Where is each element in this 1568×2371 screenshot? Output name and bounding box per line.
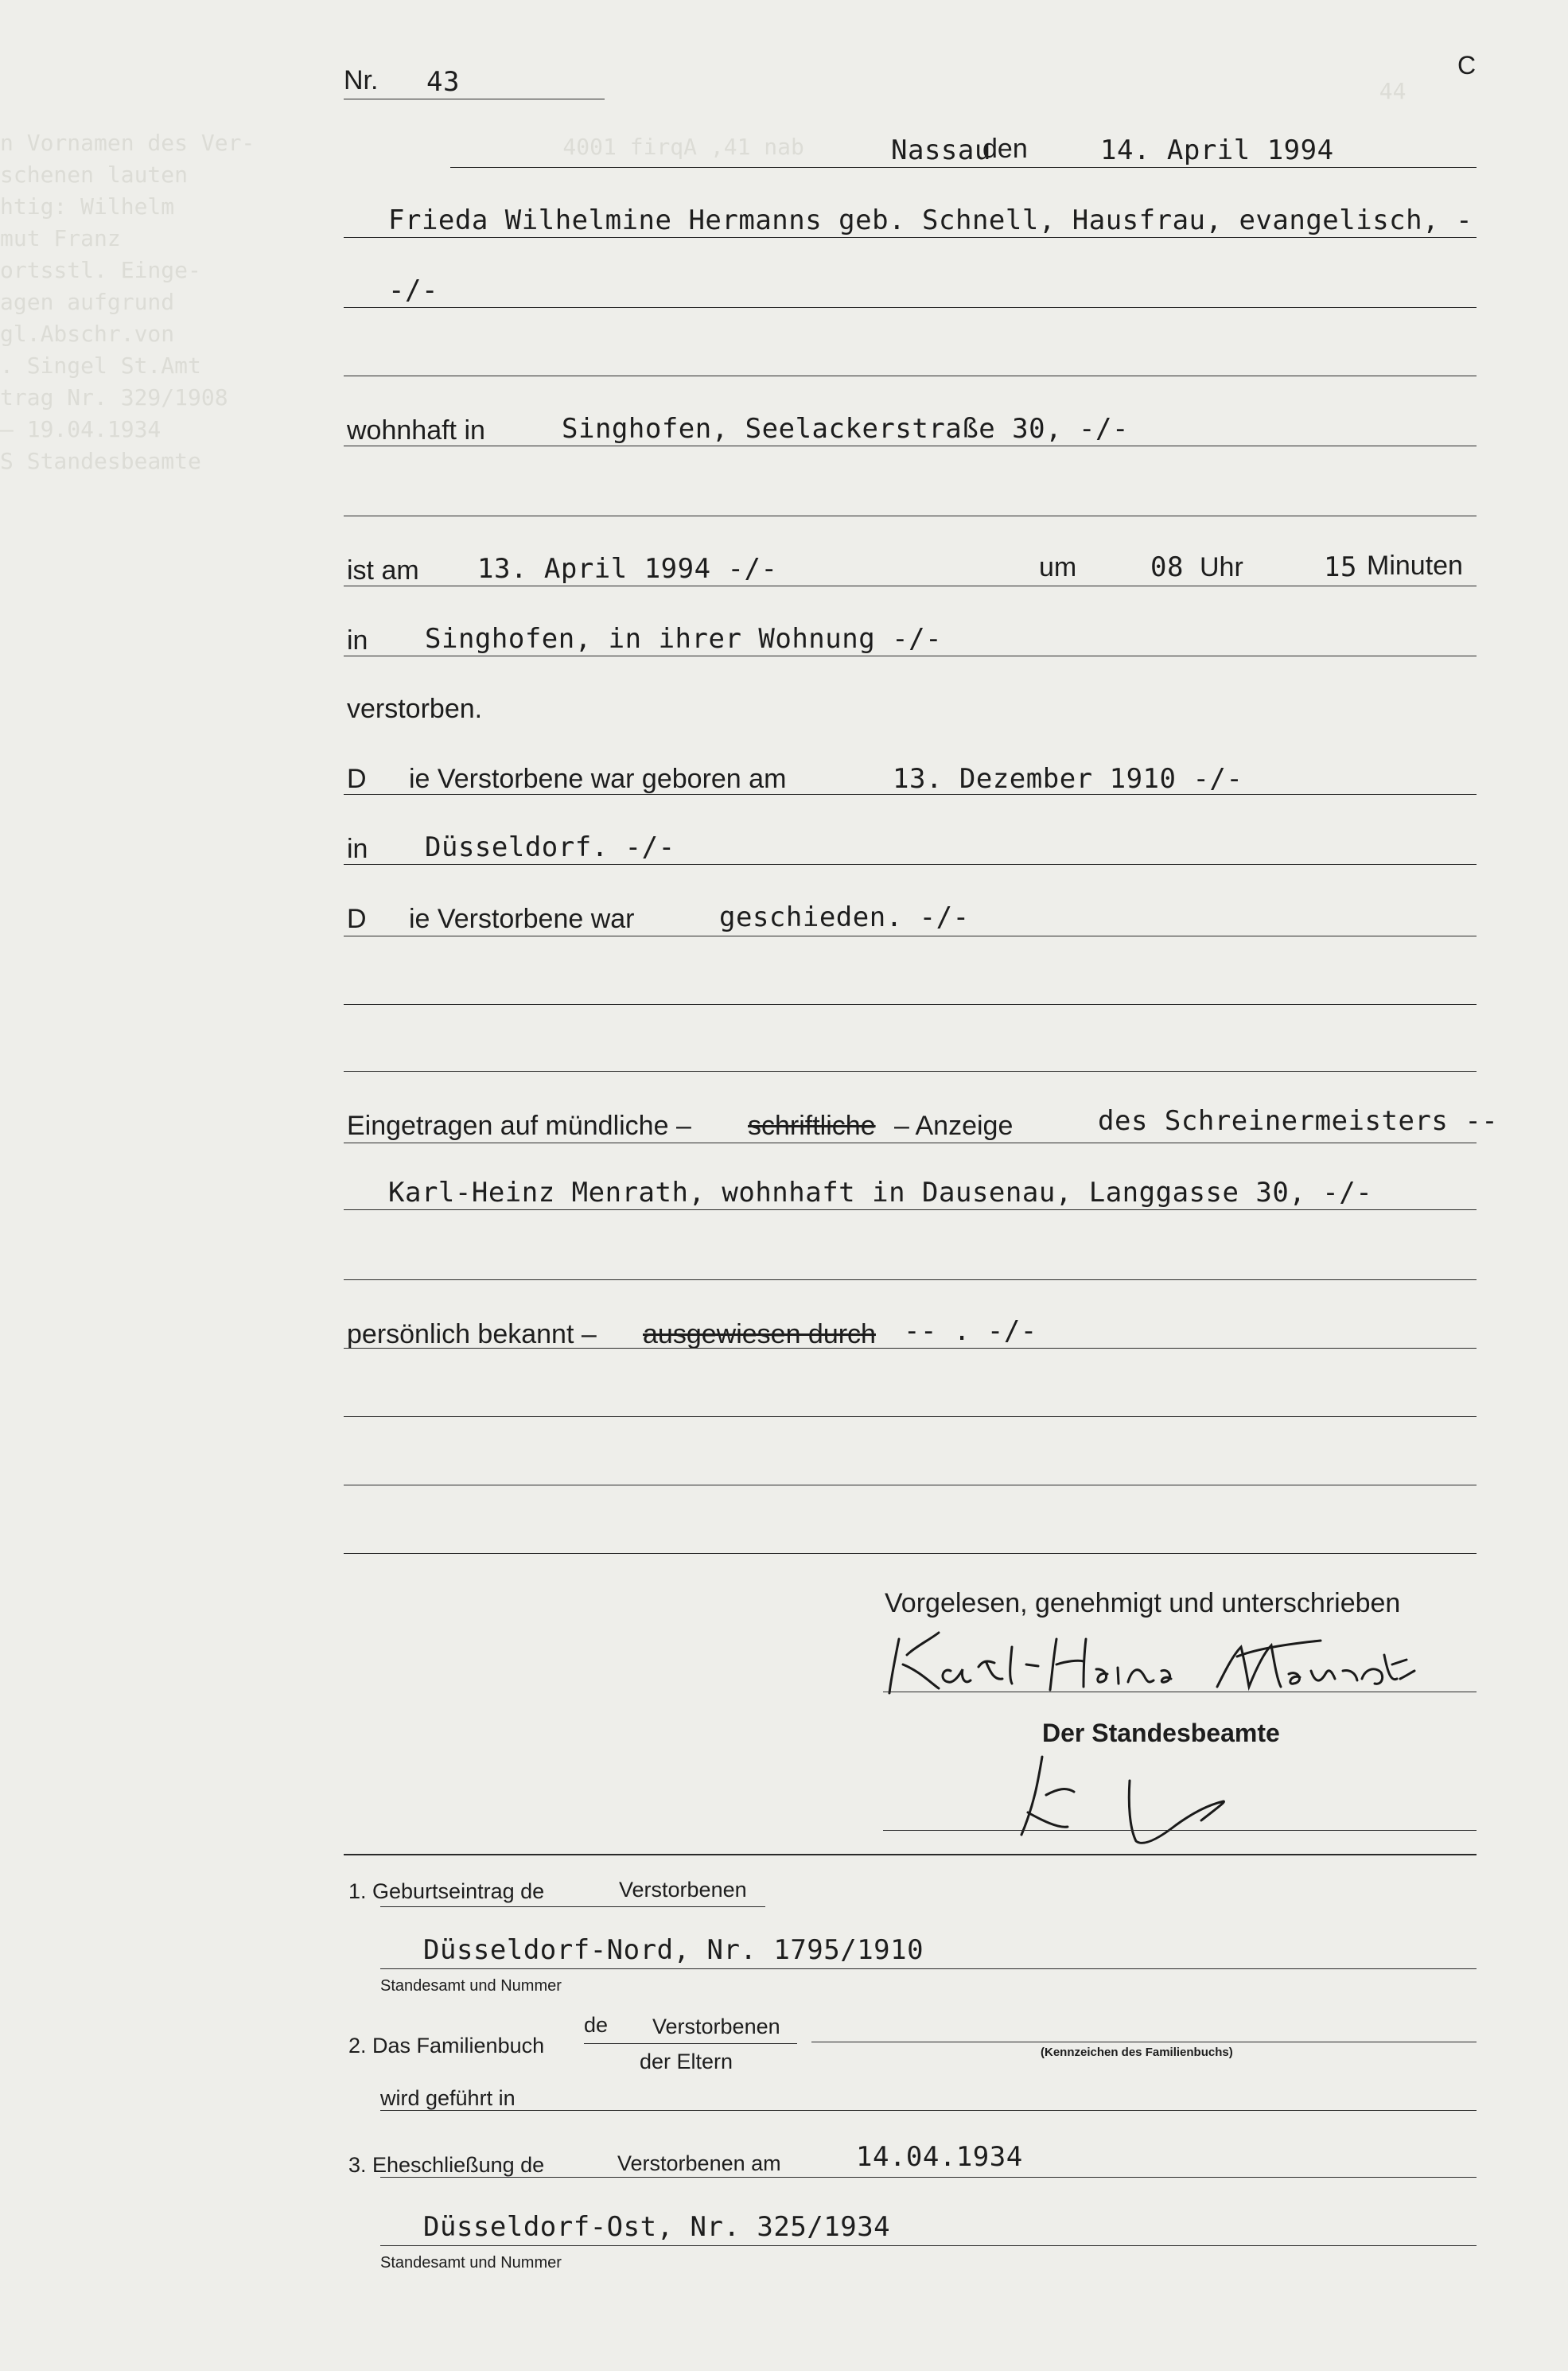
corner-letter: C — [1457, 51, 1477, 80]
death-place-label: in — [347, 625, 368, 656]
blank-rule-8 — [344, 1553, 1477, 1554]
born-prefix: D — [347, 764, 367, 794]
residence-label: wohnhaft in — [347, 415, 485, 446]
minutes-label: Minuten — [1367, 551, 1463, 581]
informant-prefix: des Schreinermeisters -- — [1098, 1105, 1499, 1137]
informant-rule — [344, 1209, 1477, 1210]
registration-label-a: Eingetragen auf mündliche – — [347, 1111, 691, 1141]
informant-signature — [875, 1623, 1416, 1703]
registration-label-struck: schriftliche — [748, 1111, 876, 1141]
informant: Karl-Heinz Menrath, wohnhaft in Dausenau, Langgasse 30, -/- — [388, 1177, 1373, 1209]
birth-place: Düsseldorf. -/- — [425, 831, 675, 863]
marriage-caption: Standesamt und Nummer — [380, 2254, 562, 2272]
family-book-kept-label: wird geführt in — [380, 2086, 516, 2110]
death-date: 13. April 1994 -/- — [477, 553, 778, 585]
nr-value: 43 — [426, 66, 460, 98]
footer-separator — [344, 1854, 1477, 1855]
registrar-signature-rule — [883, 1830, 1477, 1831]
birth-entry-label: 1. Geburtseintrag de — [348, 1879, 545, 1903]
marriage-label: 3. Eheschließung de — [348, 2153, 545, 2177]
record-date: 14. April 1994 — [1100, 134, 1334, 166]
birth-date: 13. Dezember 1910 -/- — [893, 763, 1243, 795]
hour-label: Uhr — [1200, 552, 1243, 582]
birth-date-rule — [344, 794, 1477, 795]
death-minutes: 15 — [1324, 551, 1357, 583]
marriage-suffix: Verstorbenen am — [617, 2151, 781, 2175]
blank-rule-3 — [344, 1004, 1477, 1005]
family-book-caption: (Kennzeichen des Familienbuchs) — [1041, 2046, 1233, 2059]
bleed-through-number: 44 — [1352, 78, 1407, 104]
marital-status: geschieden. -/- — [719, 901, 970, 933]
informant-signature-text: Karl-Heinz Menrath — [875, 1623, 882, 1624]
read-approved-label: Vorgelesen, genehmigt und unterschrieben — [885, 1588, 1401, 1618]
um-label: um — [1039, 552, 1077, 582]
registrar-label: Der Standesbeamte — [1042, 1719, 1280, 1747]
known-struck: ausgewiesen durch — [643, 1319, 876, 1349]
birth-entry-rule — [380, 1968, 1477, 1969]
marriage-value-rule — [380, 2245, 1477, 2246]
marriage-date: 14.04.1934 — [856, 2141, 1023, 2173]
family-book-upper: Verstorbenen — [652, 2015, 780, 2038]
blank-rule-4 — [344, 1071, 1477, 1072]
nr-label: Nr. — [344, 65, 379, 95]
place-value: Nassau — [891, 134, 991, 166]
birth-entry-value: Düsseldorf-Nord, Nr. 1795/1910 — [423, 1934, 924, 1966]
death-place: Singhofen, in ihrer Wohnung -/- — [425, 623, 943, 655]
birth-entry-label-rule — [380, 1906, 765, 1907]
birth-place-label: in — [347, 834, 368, 864]
bleed-through-header: 4001 firqA ,41 nab — [509, 134, 804, 160]
residence-value: Singhofen, Seelackerstraße 30, -/- — [562, 413, 1129, 445]
born-label: ie Verstorbene war geboren am — [409, 764, 787, 794]
registration-label-b: – Anzeige — [894, 1111, 1014, 1141]
family-book-lower: der Eltern — [640, 2050, 733, 2073]
registrar-signature — [1010, 1749, 1297, 1852]
known-label: persönlich bekannt – — [347, 1319, 597, 1349]
death-hour: 08 — [1150, 551, 1184, 583]
family-book-kept-rule — [380, 2110, 1477, 2111]
known-value: -- . -/- — [904, 1315, 1037, 1347]
family-book-upper-rule — [584, 2043, 797, 2044]
deceased-name: Frieda Wilhelmine Hermanns geb. Schnell, Hausfrau, evangelisch, - — [388, 204, 1473, 236]
known-rule — [344, 1348, 1477, 1349]
den-label: den — [982, 134, 1028, 164]
bleed-through-right — [1392, 286, 1568, 318]
died-label: ist am — [347, 555, 419, 586]
blank-rule-6 — [344, 1416, 1477, 1417]
marriage-rule — [380, 2177, 1477, 2178]
birth-entry-suffix: Verstorbenen — [619, 1878, 747, 1902]
date-rule — [450, 167, 1477, 168]
name-rule — [344, 237, 1477, 238]
deceased-name-cont: -/- — [388, 274, 438, 306]
name-cont-rule — [344, 307, 1477, 308]
status-prefix: D — [347, 904, 367, 934]
family-book-de: de — [584, 2013, 609, 2037]
verstorben-label: verstorben. — [347, 694, 483, 724]
birth-entry-caption: Standesamt und Nummer — [380, 1977, 562, 1995]
bleed-through-text: n Vornamen des Ver- schenen lauten htig: Wilhelm mut Franz ortsstl. Einge- agen aufgrund gl.Abschr.von . Singel St.Amt trag Nr. 329/1908 — 19.04.1934 S Standesbeamte — [0, 130, 255, 474]
birth-place-rule — [344, 864, 1477, 865]
blank-rule-5 — [344, 1279, 1477, 1280]
family-book-label: 2. Das Familienbuch — [348, 2034, 545, 2058]
status-label: ie Verstorbene war — [409, 904, 635, 934]
marriage-value: Düsseldorf-Ost, Nr. 325/1934 — [423, 2211, 891, 2243]
